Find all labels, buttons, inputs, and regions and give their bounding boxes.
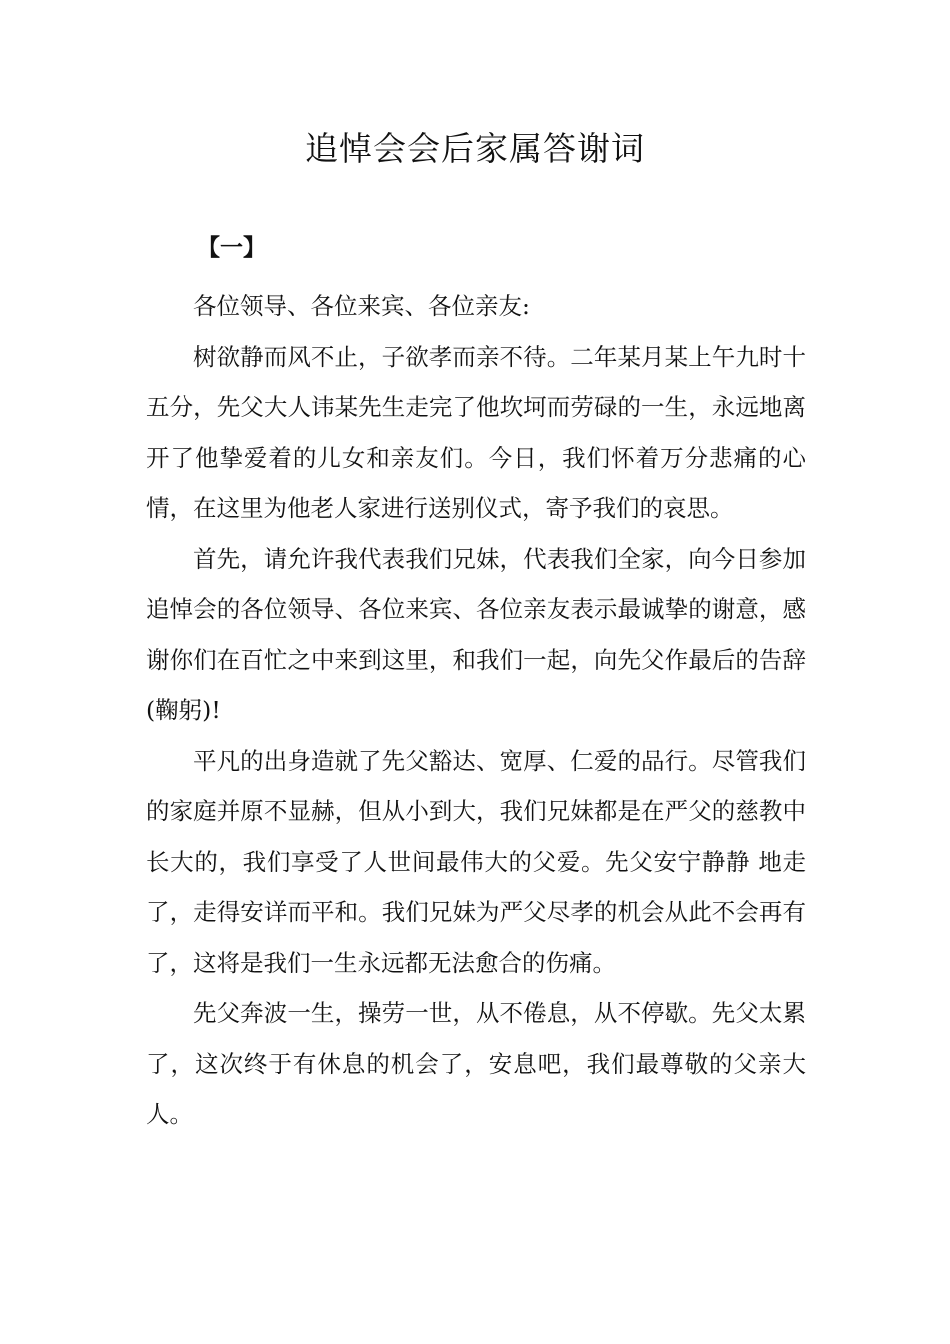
section-marker: 【一】 — [197, 234, 266, 261]
paragraph-3: 平凡的出身造就了先父豁达、宽厚、仁爱的品行。尽管我们的家庭并原不显赫，但从小到大，我们兄妹都是在严父的慈教中长大的，我们享受了人世间最伟大的父爱。先父安宁静静 地走了，走得安详而平和。我们兄妹为严父尽孝的机会从此不会再有了，这将是我们一生永远都无法愈合的伤痛。 — [146, 746, 806, 977]
document-body — [146, 281, 806, 1140]
paragraph-1: 树欲静而风不止，子欲孝而亲不待。二年某月某上午九时十五分，先父大人讳某先生走完了他坎坷而劳碌的一生，永远地离开了他挚爱着的儿女和亲友们。今日，我们怀着万分悲痛的心情，在这里为他老人家进行送别仪式，寄予我们的哀思。 — [146, 342, 806, 522]
paragraph-4: 先父奔波一生，操劳一世，从不倦息，从不停歇。先父太累了，这次终于有休息的机会了，安息吧，我们最尊敬的父亲大人。 — [146, 999, 806, 1128]
paragraph-2: 首先，请允许我代表我们兄妹，代表我们全家，向今日参加追悼会的各位领导、各位来宾、各位亲友表示最诚挚的谢意，感谢你们在百忙之中来到这里，和我们一起，向先父作最后的告辞(鞠躬)! — [146, 544, 806, 724]
paragraph-salutation: 各位领导、各位来宾、各位亲友: — [193, 292, 530, 320]
document-title: 追悼会会后家属答谢词 — [305, 129, 645, 168]
